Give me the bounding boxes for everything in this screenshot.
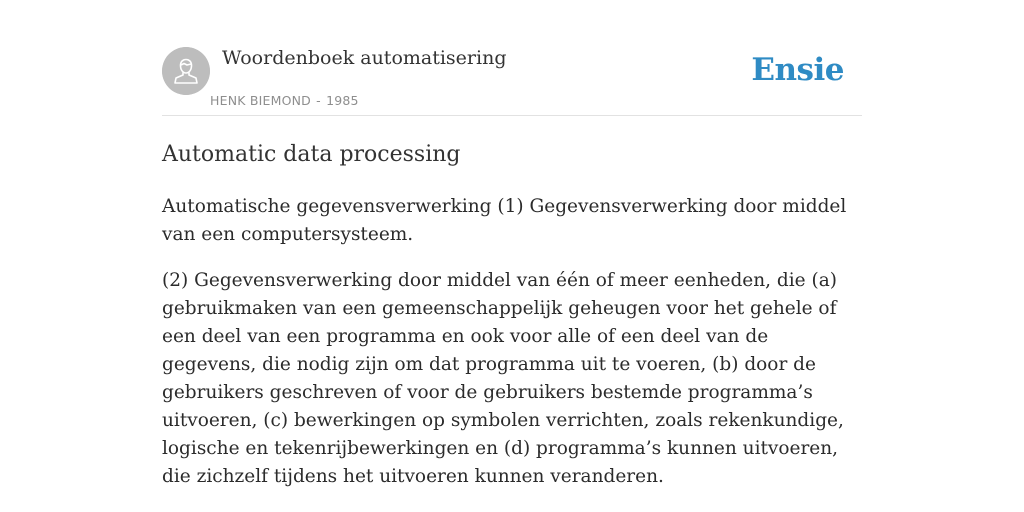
entry-card xyxy=(162,46,862,491)
user-silhouette-icon xyxy=(162,47,210,95)
source-meta xyxy=(210,93,359,109)
publication-year: 1985 xyxy=(326,93,359,108)
entry-title: Automatic data processing xyxy=(162,142,461,167)
avatar[interactable] xyxy=(162,47,210,95)
entry-paragraph-2: (2) Gegevensverwerking door middel van één of meer eenheden, die (a) gebruikmaken van een gemeenschappelijk geheugen voor het gehele of een deel van een programma en ook voor alle of een deel van de gegevens, die nodig zijn om dat programma uit te voeren, (b) door de gebruikers geschreven of voor de gebruikers bestemde programma’s uitvoeren, (c) bewerkingen op symbolen verrichten, zoals rekenkundige, logische en tekenrijbewerkingen en (d) programma’s kunnen uitvoeren, die zichzelf tijdens het uitvoeren kunnen veranderen. xyxy=(162,270,844,487)
entry-header xyxy=(162,46,862,116)
meta-separator: - xyxy=(316,93,321,108)
author-name[interactable]: HENK BIEMOND xyxy=(210,93,311,108)
source-title[interactable]: Woordenboek automatisering xyxy=(222,47,507,69)
ensie-logo-link[interactable]: Ensie xyxy=(751,52,844,88)
entry-paragraph-1: Automatische gegevensverwerking (1) Gegevensverwerking door middel van een computersysteem. xyxy=(162,196,847,245)
